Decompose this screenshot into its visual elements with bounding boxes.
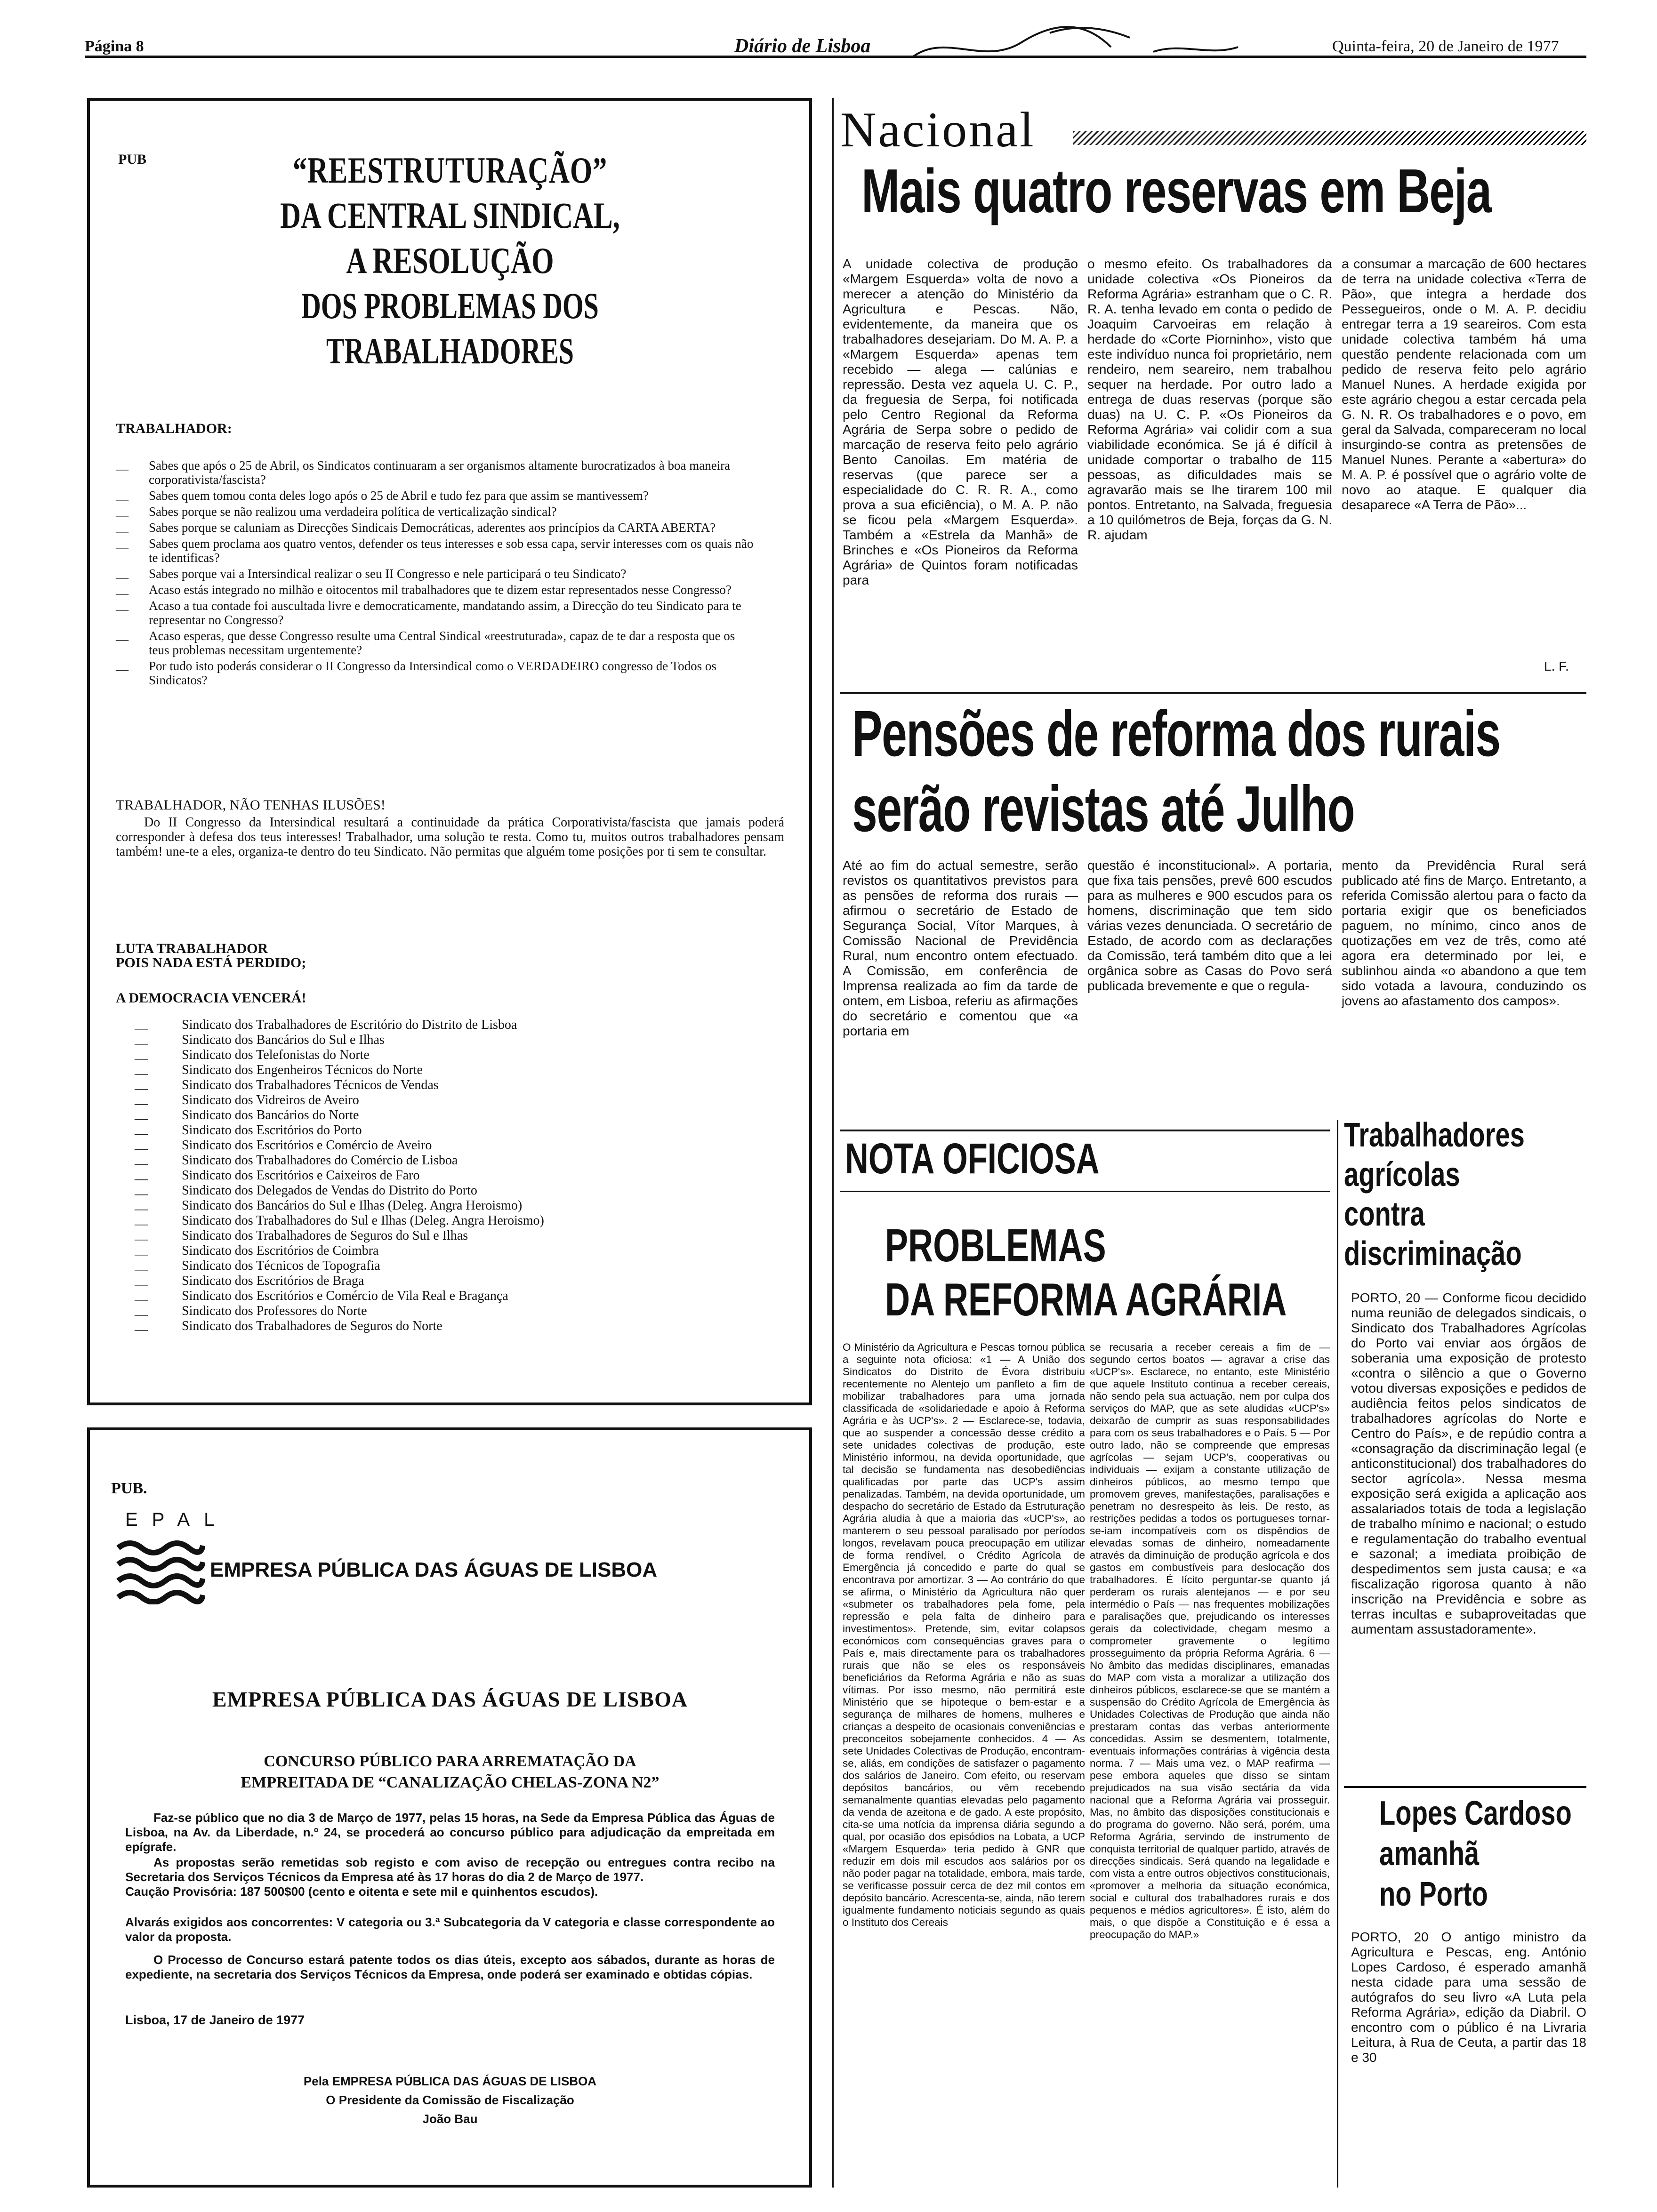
question-item: __ Sabes que após o 25 de Abril, os Sindicatos continuaram a ser organismos altamente burocratizados à boa maneira corporativista/fascista?	[116, 458, 756, 487]
question-item: __ Acaso esperas, que desse Congresso resulte uma Central Sindical «reestruturada», capaz de te dar a resposta que os teus problemas necessitam urgentemente?	[116, 629, 756, 657]
ad-headline	[90, 148, 810, 374]
question-item: __ Sabes porque se não realizou uma verdadeira política de verticalização sindical?	[116, 505, 756, 519]
union-item: __ Sindicato dos Trabalhadores de Seguros do Norte	[116, 1319, 784, 1334]
article-column: Até ao fim do actual semestre, serão revistos os quantitativos previstos para as pensões de reforma dos rurais — afirmou o secretário de Estado de Segurança Social, Vítor Marques, à Comissão Nacional de Previdência Rural, num encontro ontem efectuado. A Comissão, em conferência de Imprensa realizada ao fim da tarde de ontem, em Lisboa, referiu as afirmações do secretário e comentou que «a portaria em	[843, 858, 1078, 1038]
epal-logo-name: EMPRESA PÚBLICA DAS ÁGUAS DE LISBOA	[210, 1558, 658, 1581]
ad-tag: PUB.	[111, 1480, 147, 1497]
nota-kicker: NOTA OFICIOSA	[845, 1135, 1100, 1183]
article-column: PORTO, 20 O antigo ministro da Agricultura e Pescas, eng. António Lopes Cardoso, é esperado amanhã nesta cidade para uma sessão de autógrafos do seu livro «A Luta pela Reforma Agrária», edição da Diabril. O encontro com o público é na Livraria Leitura, à Rua de Ceuta, a partir das 18 e 30	[1351, 1930, 1586, 2065]
union-advertisement	[87, 98, 812, 1405]
ad-questions	[116, 458, 756, 689]
epal-logo-text: EPAL	[125, 1509, 229, 1530]
ad-headline-line: DOS PROBLEMAS DOS TRABALHADORES	[301, 285, 599, 371]
newspaper-name: Diário de Lisboa	[734, 35, 871, 57]
section-rule	[840, 692, 1586, 694]
union-item: __ Sindicato dos Escritórios do Porto	[116, 1123, 784, 1138]
headline-line: agrícolas	[1344, 1156, 1460, 1194]
ad-warning-title: TRABALHADOR, NÃO TENHAS ILUSÕES!	[116, 797, 386, 813]
union-item: __ Sindicato dos Escritórios de Coimbra	[116, 1243, 784, 1258]
section-rule	[1344, 1786, 1586, 1788]
article-column: questão é inconstitucional». A portaria, que fixa tais pensões, prevê 600 escudos para as mulheres e 900 escudos para os homens, discriminação que tem sido várias vezes denunciada. O secretário de Estado, de acordo com as declarações da Comissão, terá também dito que a lei orgânica sobre as Casas do Povo será publicada brevemente e que o regula-	[1087, 858, 1332, 993]
epal-dateline: Lisboa, 17 de Janeiro de 1977	[125, 2013, 305, 2027]
epal-signature: O Presidente da Comissão de Fiscalização	[326, 2093, 574, 2107]
headline-pensoes: Pensões de reforma dos rurais	[852, 697, 1500, 770]
question-item: __ Acaso estás integrado no milhão e oitocentos mil trabalhadores que te dizem estar representados nesse Congresso?	[116, 583, 756, 597]
headline-line: discriminação	[1344, 1235, 1522, 1273]
headline-lopes-cardoso	[1379, 1793, 1586, 1915]
epal-paragraph: O Processo de Concurso estará patente todos os dias úteis, excepto aos sábados, durante as horas de expediente, na secretaria dos Serviços Técnicos da Empresa, onde poderá ser examinado e obtidas cópias.	[125, 1953, 775, 1981]
scan-scribble	[909, 14, 1332, 66]
union-item: __ Sindicato dos Professores do Norte	[116, 1304, 784, 1319]
epal-paragraph: As propostas serão remetidas sob registo e com aviso de recepção ou entregues contra recibo na Secretaria dos Serviços Técnicos da Empresa até às 17 horas do dia 2 de Março de 1977.	[125, 1855, 775, 1884]
wave-logo-icon	[116, 1539, 205, 1604]
union-item: __ Sindicato dos Trabalhadores Técnicos de Vendas	[116, 1078, 784, 1093]
byline: L. F.	[1544, 659, 1569, 673]
nota-headline: PROBLEMAS	[885, 1219, 1106, 1271]
section-title: Nacional	[840, 102, 1036, 157]
union-item: __ Sindicato dos Trabalhadores do Sul e Ilhas (Deleg. Angra Heroismo)	[116, 1213, 784, 1228]
union-item: __ Sindicato dos Escritórios de Braga	[116, 1274, 784, 1289]
epal-signature: Pela EMPRESA PÚBLICA DAS ÁGUAS DE LISBOA	[303, 2074, 597, 2088]
section-rule	[840, 1130, 1330, 1131]
union-item: __ Sindicato dos Engenheiros Técnicos do Norte	[116, 1063, 784, 1078]
union-item: __ Sindicato dos Escritórios e Caixeiros de Faro	[116, 1168, 784, 1183]
ad-slogan: A DEMOCRACIA VENCERÁ!	[116, 990, 306, 1006]
ad-slogan: LUTA TRABALHADOR	[116, 941, 268, 956]
headline-line: Lopes Cardoso	[1379, 1795, 1572, 1832]
headline-line: contra	[1344, 1195, 1425, 1233]
page-date: Quinta-feira, 20 de Janeiro de 1977	[1332, 38, 1559, 55]
question-item: __ Sabes quem proclama aos quatro ventos, defender os teus interesses e sob essa capa, servir interesses com os quais não te identificas?	[116, 537, 756, 565]
article-column: se recusaria a receber cereais a fim de — segundo certos boatos — agravar a crise das «UCP's». Esclarece, no entanto, este Ministério que aquele Instituto continua a receber cereais, não sendo pela sua actuação, nem por culpa dos serviços do MAP, que as sete aludidas «UCP's» deixarão de cumprir as suas responsabilidades para com os seus trabalhadores e o País. 5 — Por outro lado, não se compreende que empresas agrícolas — sejam UCP's, cooperativas ou individuais — exijam a constante utilização de dinheiros públicos, ao mesmo tempo que promovem greves, manifestações, paralisações e penetram no desrespeito às leis. De resto, as restrições pedidas a todos os portugueses tornar-se-iam incompatíveis com os dispêndios de elevadas somas de dinheiro, nomeadamente através da diminuição de produção agrícola e dos gastos em combustíveis para deslocação dos trabalhadores. É lícito perguntar-se quanto já perderam os rurais alentejanos — e por seu intermédio o País — nas frequentes mobilizações e paralisações que, prejudicando os interesses gerais da colectividade, chegam mesmo a comprometer gravemente o legítimo prosseguimento da própria Reforma Agrária. 6 — No âmbito das medidas disciplinares, emanadas do MAP com vista a moralizar a utilização dos dinheiros públicos, esclarece-se que se mantém a suspensão do Crédito Agrícola de Emergência às Unidades Colectivas de Produção que ainda não prestaram contas das verbas anteriormente concedidas. Assim se desmentem, totalmente, eventuais informações contrárias à vigência desta norma. 7 — Mais uma vez, o MAP reafirma — pese embora aqueles que disso se sintam prejudicados na sua visão sectária da vida nacional que a Reforma Agrária vai prosseguir. Mas, no âmbito das disposições constitucionais e do programa do governo. Não será, porém, uma Reforma Agrária, servindo de instrumento de conquista territorial de qualquer partido, através de direcções sindicais. Será quando na legalidade e com vista a entre outros objectivos constitucionais, «promover a melhoria da situação económica, social e cultural dos trabalhadores rurais e dos pequenos e médios agricultores». É isto, além do mais, o que dispõe a Constituição e é essa a preocupação do MAP.»	[1090, 1341, 1330, 1940]
nota-headline: DA REFORMA AGRÁRIA	[885, 1274, 1287, 1325]
article-column: O Ministério da Agricultura e Pescas tornou pública a seguinte nota oficiosa: «1 — A União dos Sindicatos do Distrito de Évora distribuiu recentemente no Alentejo um panfleto a fim de mobilizar trabalhadores para uma jornada classificada de «solidariedade e apoio à Reforma Agrária e às UCP's». 2 — Esclarece-se, todavia, que ao suspender a concessão desse crédito a sete unidades colectivas de produção, este Ministério informou, na devida oportunidade, que tal decisão se fundamenta nas desobediências qualificadas por parte das UCP's assim penalizadas. Também, na devida oportunidade, um despacho do secretário de Estado da Estruturação Agrária aludia à que a maioria das «UCP's», ao manterem o seu pessoal paralisado por períodos longos, revelavam pouca preocupação em utilizar de forma rendível, o Crédito Agrícola de Emergência já concedido e parte do qual se encontrava por amortizar. 3 — Ao contrário do que se afirma, o Ministério da Agricultura não quer «submeter os trabalhadores pela fome, pela repressão e pela falta de dinheiro para investimentos». Pretende, sim, evitar colapsos económicos com consequências graves para o País e, mais directamente para os trabalhadores rurais que não se eles os responsáveis beneficiários da Reforma Agrária e não as suas vítimas. Por isso mesmo, não permitirá este Ministério que se hipoteque o bem-estar e a segurança de milhares de homens, mulheres e crianças a despeito de ocasionais conveniências e preconceitos sobejamente conhecidos. 4 — As sete Unidades Colectivas de Produção, encontram-se, aliás, em condições de satisfazer o pagamento dos salários de Janeiro. Com efeito, ou reservam depósitos bancários, ou vêm recebendo semanalmente quantias elevadas pelo pagamento da venda de azeitona e de gado. A este propósito, cita-se uma notícia da imprensa diária segundo a qual, por ocasião dos episódios na Lobata, a UCP «Margem Esquerda» teria pedido à GNR que reduzir em dois mil escudos aos salários por os não poder pagar na totalidade, embora, mais tarde, se verificasse possuir cerca de dez mil contos em depósito bancário. Acrescenta-se, ainda, não terem igualmente fundamento noticiais segundo as quais o Instituto dos Cereais	[843, 1341, 1085, 1928]
headline-line: Trabalhadores	[1344, 1116, 1525, 1154]
union-item: __ Sindicato dos Trabalhadores de Seguros do Sul e Ilhas	[116, 1228, 784, 1243]
union-list	[116, 1018, 784, 1334]
headline-line: amanhã	[1379, 1835, 1480, 1873]
ad-headline-line: “REESTRUTURAÇÃO”	[292, 150, 608, 191]
headline-trabalhadores	[1344, 1115, 1586, 1274]
epal-subtitle: EMPREITADA DE “CANALIZAÇÃO CHELAS-ZONA N2”	[241, 1774, 660, 1791]
union-item: __ Sindicato dos Delegados de Vendas do Distrito do Porto	[116, 1183, 784, 1198]
union-item: __ Sindicato dos Técnicos de Topografia	[116, 1258, 784, 1274]
union-item: __ Sindicato dos Bancários do Sul e Ilhas	[116, 1033, 784, 1048]
ad-headline-line: A RESOLUÇÃO	[346, 240, 554, 281]
epal-title: EMPRESA PÚBLICA DAS ÁGUAS DE LISBOA	[212, 1687, 688, 1711]
union-item: __ Sindicato dos Trabalhadores de Escritório do Distrito de Lisboa	[116, 1018, 784, 1033]
question-item: __ Sabes quem tomou conta deles logo após o 25 de Abril e tudo fez para que assim se mantivessem?	[116, 489, 756, 503]
article-column: a consumar a marcação de 600 hectares de terra na unidade colectiva «Terra de Pão», que integra a herdade dos Pessegueiros, onde o M. A. P. decidiu entregar terra a 19 seareiros. Com esta unidade colectiva também há uma questão pendente relacionada com um pedido de reserva feito pelo agrário Manuel Nunes. A herdade exigida por este agrário chegou a estar cercada pela G. N. R. Os trabalhadores e o povo, em geral da Salvada, compareceram no local insurgindo-se contra as pretensões de Manuel Nunes. Perante a «abertura» do M. A. P. é possível que o agrário volte de novo ao ataque. E qualquer dia desaparece «A Terra de Pão»...	[1342, 256, 1586, 512]
article-column: PORTO, 20 — Conforme ficou decidido numa reunião de delegados sindicais, o Sindicato dos Trabalhadores Agrícolas do Porto vai enviar aos órgãos de soberania uma exposição de protesto «contra o silêncio a que o Governo votou diversas exposições e pedidos de audiência feitos pelos sindicatos de trabalhadores agrícolas do Norte e Centro do País», e de repúdio contra a «consagração da discriminação legal (e anticonstitucional) dos trabalhadores do sector agrícola». Nessa mesma exposição será exigida a aplicação aos assalariados totais de toda a legislação de trabalho mínimo e nacional; o estudo e regulamentação do trabalho eventual e sazonal; a imediata proibição de despedimentos sem justa causa; e «a fiscalização rigorosa quanto à não inscrição na Previdência e sobre as terras incultas e subaproveitadas que aumentam assustadoramente».	[1351, 1290, 1586, 1636]
epal-paragraph: Alvarás exigidos aos concorrentes: V categoria ou 3.ª Subcategoria da V categoria e classe correspondente ao valor da proposta.	[125, 1915, 775, 1944]
ad-warning-text: Do II Congresso da Intersindical resultará a continuidade da prática Corporativista/fascista que jamais poderá corresponder à defesa dos teus interesses! Trabalhador, uma solução te resta. Como tu, muitos outros trabalhadores pensam também! une-te a eles, organiza-te dentro do teu Sindicato. Não permitas que alguém tome posições por ti sem te consultar.	[116, 815, 784, 859]
epal-paragraph: Faz-se público que no dia 3 de Março de 1977, pelas 15 horas, na Sede da Empresa Pública das Águas de Lisboa, na Av. da Liberdade, n.º 24, se procederá ao concurso público para adjudicação da empreitada em epígrafe.	[125, 1811, 775, 1854]
section-rule	[840, 1191, 1330, 1192]
column-divider	[832, 98, 834, 2188]
union-item: __ Sindicato dos Bancários do Sul e Ilhas (Deleg. Angra Heroismo)	[116, 1198, 784, 1213]
epal-signature: João Bau	[422, 2112, 478, 2126]
epal-advertisement	[87, 1427, 812, 2188]
headline-reservas: Mais quatro reservas em Beja	[861, 156, 1491, 225]
question-item: __ Acaso a tua contade foi auscultada livre e democraticamente, mandatando assim, a Direcção do teu Sindicato para te representar no Congresso?	[116, 599, 756, 627]
union-item: __ Sindicato dos Trabalhadores do Comércio de Lisboa	[116, 1153, 784, 1168]
page-number: Página 8	[85, 38, 144, 55]
ad-tag: PUB	[118, 152, 146, 167]
epal-paragraph: Caução Provisória: 187 500$00 (cento e oitenta e sete mil e quinhentos escudos).	[125, 1884, 598, 1899]
epal-subtitle: CONCURSO PÚBLICO PARA ARREMATAÇÃO DA	[264, 1753, 636, 1770]
ad-address: TRABALHADOR:	[116, 421, 232, 436]
union-item: __ Sindicato dos Telefonistas do Norte	[116, 1048, 784, 1063]
union-item: __ Sindicato dos Vidreiros de Aveiro	[116, 1093, 784, 1108]
ad-slogan: POIS NADA ESTÁ PERDIDO;	[116, 955, 306, 970]
question-item: __ Sabes porque se caluniam as Direcções Sindicais Democráticas, aderentes aos princípios da CARTA ABERTA?	[116, 521, 756, 535]
union-item: __ Sindicato dos Bancários do Norte	[116, 1108, 784, 1123]
headline-pensoes: serão revistas até Julho	[852, 773, 1355, 845]
article-column: o mesmo efeito. Os trabalhadores da unidade colectiva «Os Pioneiros da Reforma Agrária» estranham que o C. R. R. A. tenha levado em conta o pedido de Joaquim Carvoeiras em relação à herdade do «Corte Piorninho», visto que este indivíduo nunca foi proprietário, nem rendeiro, nem seareiro, nem trabalhou sequer na herdade. Por outro lado a entrega de duas reservas (porque são duas) na U. C. P. «Os Pioneiros da Reforma Agrária» vai colidir com a sua viabilidade económica. Se já é difícil à unidade comportar o trabalho de 115 pessoas, as dificuldades mais se agravarão mais se lhe tirarem 100 mil pontos. Entretanto, na Salvada, freguesia a 10 quilómetros de Beja, forças da G. N. R. ajudam	[1087, 256, 1332, 542]
article-column: A unidade colectiva de produção «Margem Esquerda» volta de novo a merecer a atenção do Ministério da Agricultura e Pescas. Não, evidentemente, da maneira que os trabalhadores desejariam. Do M. A. P. a «Margem Esquerda» apenas tem recebido — alega — calúnias e repressão. Desta vez aquela U. C. P., da freguesia de Serpa, foi notificada pelo Centro Regional da Reforma Agrária de Serpa sobre o pedido de marcação de reserva feito pelo agrário Bento Canoilas. Em matéria de reservas (que parece ser a especialidade do C. R. R. A., como prova a sua eficiência), o M. A. P. não se ficou pela «Margem Esquerda». Também a «Estrela da Manhã» de Brinches e «Os Pioneiros da Reforma Agrária» de Quintos foram notificadas para	[843, 256, 1078, 587]
column-divider	[1337, 1120, 1338, 2188]
section-hatch	[1073, 131, 1586, 145]
headline-line: no Porto	[1379, 1875, 1488, 1913]
article-column: mento da Previdência Rural será publicado até fins de Março. Entretanto, a referida Comissão alertou para o facto da portaria exigir que os beneficiados paguem, no mínimo, cinco anos de quotizações em vez de três, como até agora era determinado por lei, e sublinhou ainda «o abandono a que tem sido votada a lavoura, conduzindo os jovens ao afastamento dos campos».	[1342, 858, 1586, 1008]
union-item: __ Sindicato dos Escritórios e Comércio de Vila Real e Bragança	[116, 1289, 784, 1304]
question-item: __ Sabes porque vai a Intersindical realizar o seu II Congresso e nele participará o teu Sindicato?	[116, 567, 756, 581]
ad-headline-line: DA CENTRAL SINDICAL,	[280, 195, 620, 236]
masthead-rule	[85, 56, 1586, 58]
union-item: __ Sindicato dos Escritórios e Comércio de Aveiro	[116, 1138, 784, 1153]
question-item: __ Por tudo isto poderás considerar o II Congresso da Intersindical como o VERDADEIRO congresso de Todos os Sindicatos?	[116, 659, 756, 687]
